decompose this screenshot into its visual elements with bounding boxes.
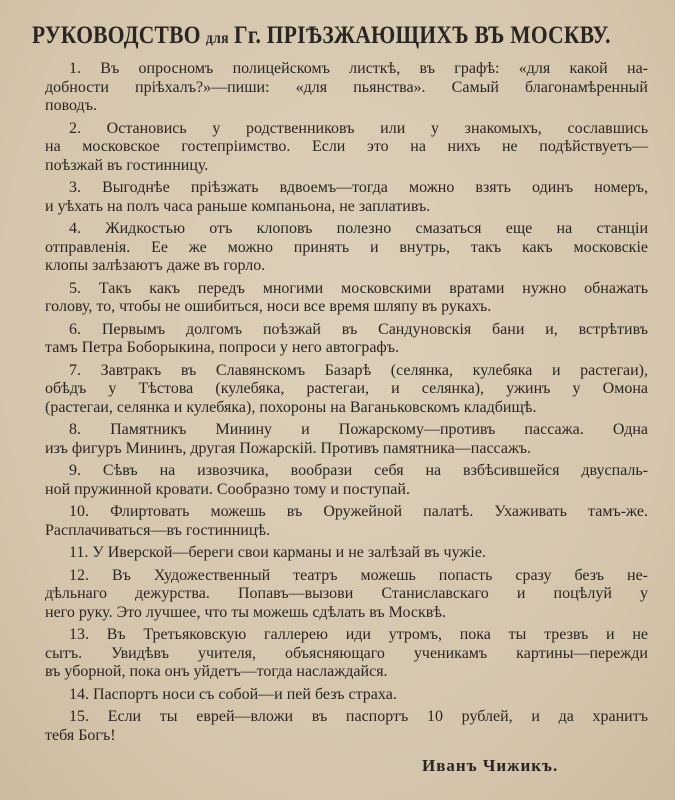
text-line: 4. Жидкостью отъ клоповъ полезно смазаться еще на станціи: [69, 220, 648, 237]
text-line: 9. Сѣвъ на извозчика, вообрази себя на взбѣсившейся двуспаль-: [69, 462, 648, 479]
paragraph-14: [45, 686, 648, 705]
paragraph-6: [45, 321, 648, 358]
paragraph-1: [45, 60, 648, 116]
paragraph-9: [45, 462, 648, 499]
text-line: него руку. Это лучшее, что ты можешь сдѣлать въ Москвѣ.: [45, 603, 446, 621]
text-line: обѣдъ у Тѣстова (кулебяка, растегаи, и селянка), ужинъ у Омона: [45, 380, 648, 397]
text-line: добности пріѣхалъ?»—пиши: «для пьянства». Самый благонамѣренный: [45, 78, 648, 96]
paragraph-3: [45, 179, 648, 216]
paragraph-11: [45, 544, 648, 563]
text-line: 11. У Иверской—береги свои карманы и не залѣзай въ чужіе.: [69, 544, 486, 561]
text-line: клопы залѣзаютъ даже въ горло.: [45, 257, 266, 274]
paragraph-4: [45, 220, 648, 276]
document-title: [32, 22, 611, 50]
text-line: 1. Въ опросномъ полицейскомъ листкѣ, въ графѣ: «для какой на-: [69, 60, 648, 77]
text-line: сытъ. Увидѣвъ учителя, объясняющаго ученикамъ картины—пережди: [45, 644, 648, 662]
text-line: и уѣхать на полъ часа раньше компаньона, не заплативъ.: [45, 197, 431, 215]
paragraph-5: [45, 280, 648, 317]
text-line: на московское гостепріимство. Если это на нихъ не подѣйствуетъ—: [45, 138, 648, 155]
text-line: поводъ.: [45, 97, 97, 114]
title-part-3: Гг. ПРІѢЗЖАЮЩИХЪ ВЪ МОСКВУ.: [233, 22, 611, 49]
paragraph-13: [45, 626, 648, 682]
text-line: 3. Выгоднѣе пріѣзжать вдвоемъ—тогда можно взять одинъ номеръ,: [69, 179, 648, 196]
text-line: въ уборной, пока онъ уйдетъ—тогда наслаждайся.: [45, 663, 388, 680]
text-line: 6. Первымъ долгомъ поѣзжай въ Сандуновскія бани и, встрѣтивъ: [69, 320, 648, 338]
text-line: 13. Въ Третьяковскую галлерею иди утромъ, пока ты трезвъ и не: [69, 626, 648, 643]
text-line: 7. Завтракъ въ Славянскомъ Базарѣ (селянка, кулебяка и растегаи),: [69, 361, 648, 379]
text-line: Расплачиваться—въ гостинницѣ.: [45, 521, 271, 539]
text-line: изъ фигуръ Мининъ, другая Пожарскій. Противъ памятника—пассажъ.: [45, 439, 532, 457]
text-line: 15. Если ты еврей—вложи въ паспортъ 10 рублей, и да хранитъ: [69, 708, 648, 725]
paragraph-10: [45, 503, 648, 540]
text-line: голову, то, чтобы не ошибиться, носи все время шляпу въ рукахъ.: [45, 298, 492, 315]
text-line: тамъ Петра Боборыкина, попроси у него автографъ.: [45, 339, 400, 356]
title-part-2: для: [205, 30, 229, 47]
text-line: 12. Въ Художественный театръ можешь попасть сразу безъ не-: [69, 566, 648, 584]
text-line: 2. Остановись у родственниковъ или у знакомыхъ, сославшись: [69, 119, 648, 137]
document-body: [45, 60, 648, 745]
text-line: (растегаи, селянка и кулебяка), похороны на Ваганьковскомъ кладбищѣ.: [45, 398, 537, 416]
signature: Иванъ Чижикъ.: [422, 756, 559, 775]
text-line: 5. Такъ какъ передъ многими московскими вратами нужно обнажать: [69, 279, 648, 297]
text-line: ной пружинной кровати. Сообразно тому и поступай.: [45, 480, 410, 498]
paragraph-8: [45, 421, 648, 458]
text-line: 14. Паспортъ носи съ собой—и пей безъ страха.: [69, 685, 397, 703]
text-line: отправленія. Ее же можно принять и внутрь, такъ какъ московскіе: [45, 238, 648, 256]
text-line: дѣльнаго дежурства. Попавъ—вызови Станиславскаго и поцѣлуй у: [45, 585, 648, 602]
paragraph-7: [45, 362, 648, 418]
paragraph-12: [45, 567, 648, 623]
paragraph-15: [45, 708, 648, 745]
paragraph-2: [45, 120, 648, 176]
text-line: тебя Богъ!: [45, 726, 116, 744]
text-line: 10. Флиртовать можешь въ Оружейной палатѣ. Ухаживать тамъ-же.: [69, 503, 648, 520]
text-line: поѣзжай въ гостинницу.: [45, 156, 209, 174]
text-line: 8. Памятникъ Минину и Пожарскому—противъ пассажа. Одна: [69, 421, 648, 438]
title-part-1: РУКОВОДСТВО: [32, 22, 201, 49]
